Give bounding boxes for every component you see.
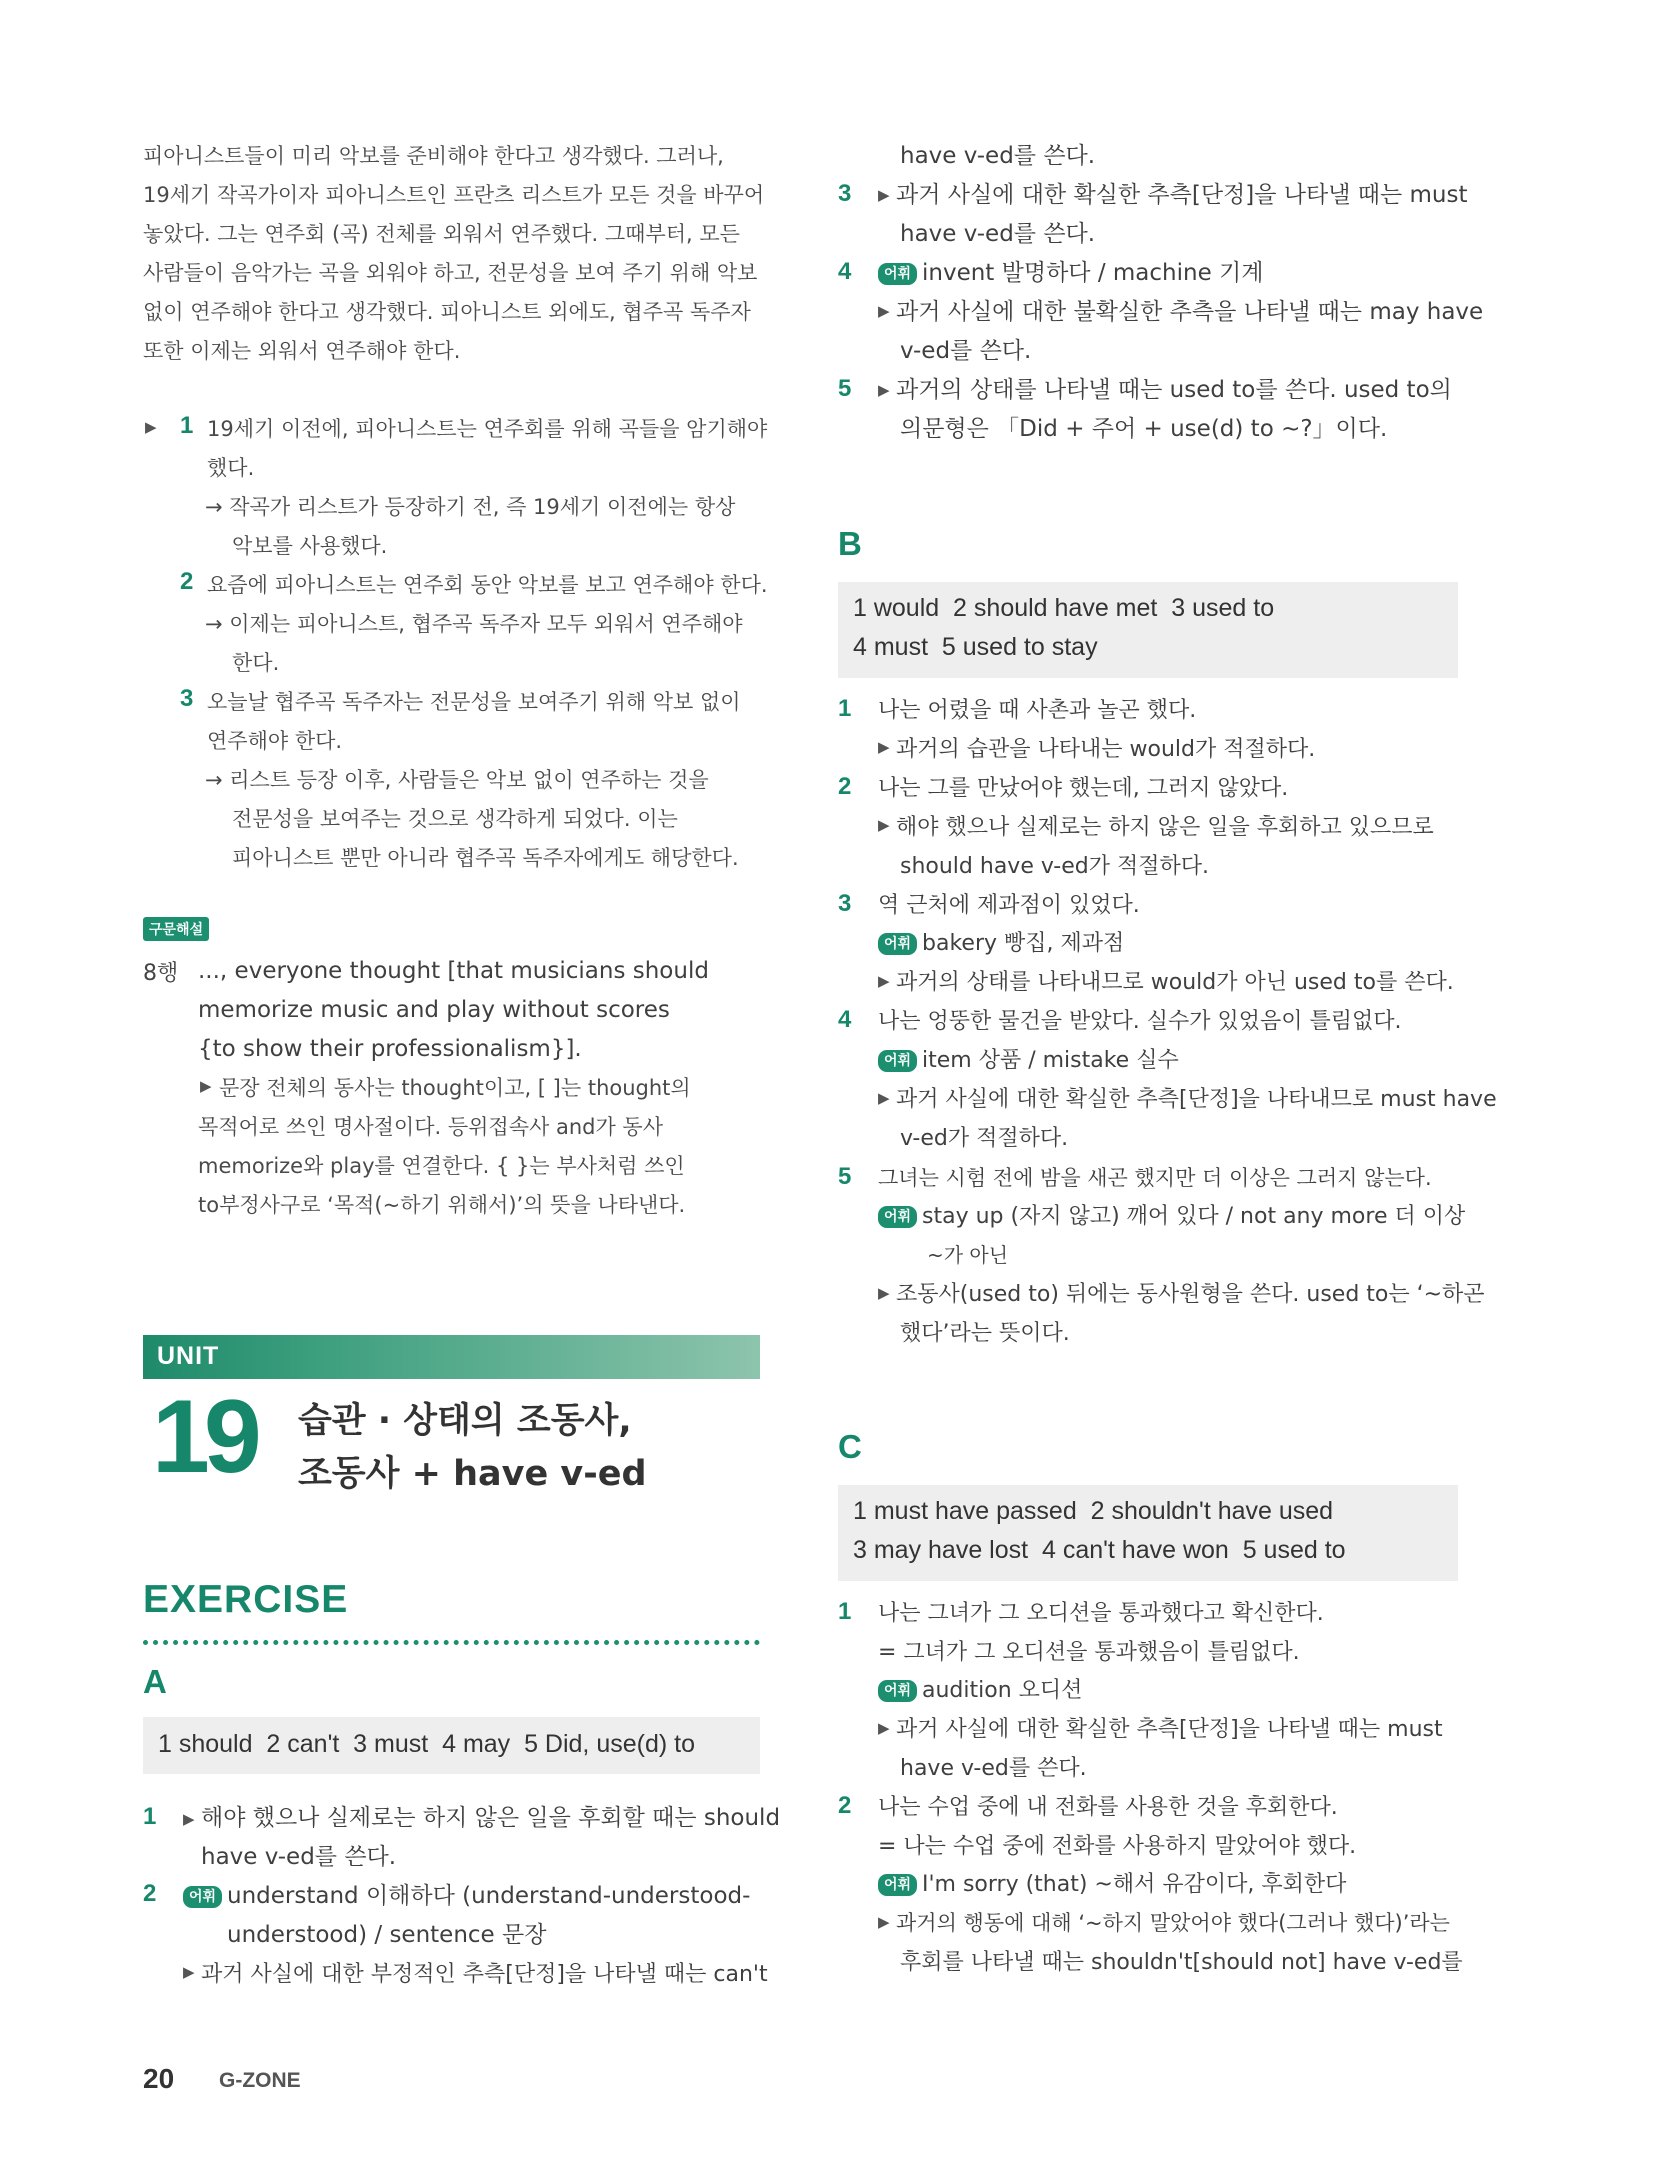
answer-number: 3 (180, 685, 194, 712)
triangle-icon: ▶ (878, 1284, 890, 1302)
book-name: G-ZONE (219, 2069, 301, 2092)
arrow-line: → 이제는 피아니스트, 협주곡 독주자 모두 외워서 연주해야 (205, 612, 743, 636)
gumun-line: memorize music and play without scores (198, 997, 670, 1023)
triangle-icon: ▶ (878, 1719, 890, 1737)
vocab-badge: 어휘 (878, 1206, 917, 1228)
section-b-heading: B (838, 525, 862, 562)
answer-box-a (143, 1717, 760, 1774)
note-line: have v-ed를 쓴다. (201, 1844, 397, 1870)
note-line: 의문형은 「Did + 주어 + use(d) to ~?」이다. (900, 416, 1388, 442)
gumun-note: 문장 전체의 동사는 thought이고, [ ]는 thought의 (219, 1076, 691, 1100)
triangle-icon: ▶ (878, 972, 890, 990)
dotted-divider (143, 1640, 760, 1645)
gumun-badge: 구문해설 (143, 917, 209, 941)
intro-line: 또한 이제는 외워서 연주해야 한다. (143, 339, 461, 363)
answers-b: 1 would 2 should have met 3 used to (853, 594, 1275, 622)
item-number: 3 (838, 180, 852, 207)
vocab-badge: 어휘 (878, 1050, 917, 1072)
answer-line: 연주해야 한다. (207, 729, 343, 753)
answer-box-b (838, 582, 1458, 678)
triangle-icon: ▶ (878, 816, 890, 834)
note-line: 과거의 행동에 대해 ‘~하지 말았어야 했다(그러나 했다)’라는 (896, 1911, 1450, 1935)
answer-line: 19세기 이전에, 피아니스트는 연주회를 위해 곡들을 암기해야 (207, 417, 768, 441)
note-line: have v-ed를 쓴다. (900, 143, 1096, 169)
note-line: 과거 사실에 대한 부정적인 추측[단정]을 나타낼 때는 can't (201, 1962, 768, 1987)
triangle-icon: ▶ (878, 1089, 890, 1107)
section-c-heading: C (838, 1428, 862, 1465)
gumun-note: 목적어로 쓰인 명사절이다. 등위접속사 and가 동사 (198, 1115, 663, 1139)
intro-line: 피아니스트들이 미리 악보를 준비해야 한다고 생각했다. 그러나, (143, 144, 724, 168)
vocab-line: I'm sorry (that) ~해서 유감이다, 후회한다 (922, 1872, 1347, 1897)
triangle-icon: ▶ (183, 1963, 195, 1981)
arrow-line: 전문성을 보여주는 것으로 생각하게 되었다. 이는 (232, 807, 678, 831)
vocab-line: audition 오디션 (922, 1678, 1083, 1703)
equivalent-line: = 나는 수업 중에 전화를 사용하지 말았어야 했다. (878, 1834, 1357, 1859)
answers-c: 1 must have passed 2 shouldn't have used (853, 1497, 1334, 1525)
item-number: 4 (838, 1006, 852, 1033)
gumun-note: to부정사구로 ‘목적(~하기 위해서)’의 뜻을 나타낸다. (198, 1193, 686, 1217)
intro-line: 놓았다. 그는 연주회 (곡) 전체를 외워서 연주했다. 그때부터, 모든 (143, 222, 740, 246)
vocab-line: ~가 아닌 (927, 1243, 1009, 1267)
unit-label: UNIT (157, 1342, 220, 1370)
triangle-icon: ▶ (183, 1810, 195, 1828)
vocab-line: bakery 빵집, 제과점 (922, 931, 1125, 956)
vocab-line: item 상품 / mistake 실수 (922, 1048, 1179, 1073)
answers-c: 3 may have lost 4 can't have won 5 used to (853, 1536, 1346, 1564)
translation-line: 나는 수업 중에 내 전화를 사용한 것을 후회한다. (878, 1795, 1338, 1820)
translation-line: 나는 어렸을 때 사촌과 놀곤 했다. (878, 698, 1197, 723)
note-line: 해야 했으나 실제로는 하지 않은 일을 후회할 때는 should (201, 1805, 781, 1831)
item-number: 2 (838, 773, 852, 800)
vocab-line: invent 발명하다 / machine 기계 (922, 260, 1264, 286)
note-line: have v-ed를 쓴다. (900, 221, 1096, 247)
translation-line: 나는 그녀가 그 오디션을 통과했다고 확신한다. (878, 1601, 1324, 1626)
arrow-line: → 작곡가 리스트가 등장하기 전, 즉 19세기 이전에는 항상 (205, 495, 736, 519)
unit-bar (143, 1335, 760, 1379)
note-line: 과거의 상태를 나타내므로 would가 아닌 used to를 쓴다. (896, 970, 1454, 995)
item-number: 5 (838, 375, 852, 402)
note-line: 해야 했으나 실제로는 하지 않은 일을 후회하고 있으므로 (896, 815, 1434, 840)
triangle-icon: ▶ (200, 1077, 212, 1095)
item-number: 1 (143, 1803, 157, 1830)
note-line: should have v-ed가 적절하다. (900, 854, 1209, 879)
unit-title: 조동사 + have v-ed (298, 1454, 647, 1494)
item-number: 1 (838, 695, 852, 722)
translation-line: 역 근처에 제과점이 있었다. (878, 893, 1140, 918)
section-a-heading: A (143, 1663, 167, 1700)
intro-line: 없이 연주해야 한다고 생각했다. 피아니스트 외에도, 협주곡 독주자 (143, 300, 751, 324)
vocab-badge: 어휘 (878, 933, 917, 955)
arrow-line: 악보를 사용했다. (232, 534, 388, 558)
note-line: 과거의 상태를 나타낼 때는 used to를 쓴다. used to의 (896, 377, 1452, 403)
triangle-icon: ▶ (878, 381, 890, 399)
triangle-icon: ▶ (878, 738, 890, 756)
arrow-line: → 리스트 등장 이후, 사람들은 악보 없이 연주하는 것을 (205, 768, 709, 792)
triangle-icon: ▶ (878, 186, 890, 204)
note-line: have v-ed를 쓴다. (900, 1756, 1087, 1781)
note-line: 과거 사실에 대한 확실한 추측[단정]을 나타내므로 must have (896, 1087, 1497, 1112)
vocab-badge: 어휘 (878, 263, 917, 285)
note-line: v-ed가 적절하다. (900, 1126, 1069, 1151)
item-number: 5 (838, 1163, 852, 1190)
item-number: 2 (838, 1792, 852, 1819)
vocab-line: stay up (자지 않고) 깨어 있다 / not any more 더 이상 (922, 1204, 1466, 1229)
note-line: 과거 사실에 대한 불확실한 추측을 나타낼 때는 may have (896, 299, 1484, 325)
answer-number: 2 (180, 568, 194, 595)
page-number: 20 (143, 2063, 175, 2094)
note-line: 과거 사실에 대한 확실한 추측[단정]을 나타낼 때는 must (896, 1717, 1443, 1742)
unit-number: 19 (152, 1379, 256, 1495)
intro-paragraph (143, 137, 783, 371)
answer-box-c (838, 1485, 1458, 1581)
item-number: 1 (838, 1598, 852, 1625)
note-line: 과거의 습관을 나타내는 would가 적절하다. (896, 737, 1316, 762)
note-line: 했다’라는 뜻이다. (900, 1321, 1070, 1346)
item-number: 4 (838, 258, 852, 285)
arrow-line: 피아니스트 뿐만 아니라 협주곡 독주자에게도 해당한다. (232, 846, 739, 870)
note-line: v-ed를 쓴다. (900, 338, 1032, 364)
item-number: 2 (143, 1880, 157, 1907)
vocab-badge: 어휘 (878, 1680, 917, 1702)
triangle-icon: ▶ (878, 302, 890, 320)
vocab-line: understand 이해하다 (understand-understood- (227, 1883, 751, 1909)
translation-line: 나는 그를 만났어야 했는데, 그러지 않았다. (878, 776, 1289, 801)
gumun-line: {to show their professionalism}]. (198, 1036, 582, 1062)
answer-line: 했다. (207, 456, 255, 480)
translation-line: 나는 엉뚱한 물건을 받았다. 실수가 있었음이 틀림없다. (878, 1009, 1402, 1034)
note-line: 과거 사실에 대한 확실한 추측[단정]을 나타낼 때는 must (896, 182, 1468, 208)
answer-number: 1 (180, 412, 194, 439)
vocab-line: understood) / sentence 문장 (227, 1922, 547, 1948)
equivalent-line: = 그녀가 그 오디션을 통과했음이 틀림없다. (878, 1640, 1300, 1665)
item-number: 3 (838, 890, 852, 917)
exercise-heading: EXERCISE (143, 1578, 349, 1621)
intro-line: 19세기 작곡가이자 피아니스트인 프란츠 리스트가 모든 것을 바꾸어 (143, 183, 765, 207)
triangle-icon: ▶ (145, 418, 157, 436)
gumun-note: memorize와 play를 연결한다. { }는 부사처럼 쓰인 (198, 1154, 685, 1178)
gumun-line-no: 8행 (143, 961, 179, 986)
translation-line: 그녀는 시험 전에 밤을 새곤 했지만 더 이상은 그러지 않는다. (878, 1166, 1432, 1190)
answers-a: 1 should 2 can't 3 must 4 may 5 Did, use(d) to (158, 1730, 695, 1758)
note-line: 조동사(used to) 뒤에는 동사원형을 쓴다. used to는 ‘~하곤 (896, 1282, 1485, 1307)
unit-title: 습관 · 상태의 조동사, (298, 1401, 632, 1441)
answer-line: 요즘에 피아니스트는 연주회 동안 악보를 보고 연주해야 한다. (207, 573, 768, 597)
vocab-badge: 어휘 (183, 1886, 222, 1908)
note-line: 후회를 나타낼 때는 shouldn't[should not] have v-ed를 (900, 1950, 1463, 1975)
triangle-icon: ▶ (878, 1913, 890, 1931)
gumun-line: ..., everyone thought [that musicians should (198, 958, 709, 984)
answers-b: 4 must 5 used to stay (853, 633, 1098, 661)
vocab-badge: 어휘 (878, 1874, 917, 1896)
intro-line: 사람들이 음악가는 곡을 외워야 하고, 전문성을 보여 주기 위해 악보 (143, 261, 758, 285)
answer-line: 오늘날 협주곡 독주자는 전문성을 보여주기 위해 악보 없이 (207, 690, 741, 714)
arrow-line: 한다. (232, 651, 280, 675)
